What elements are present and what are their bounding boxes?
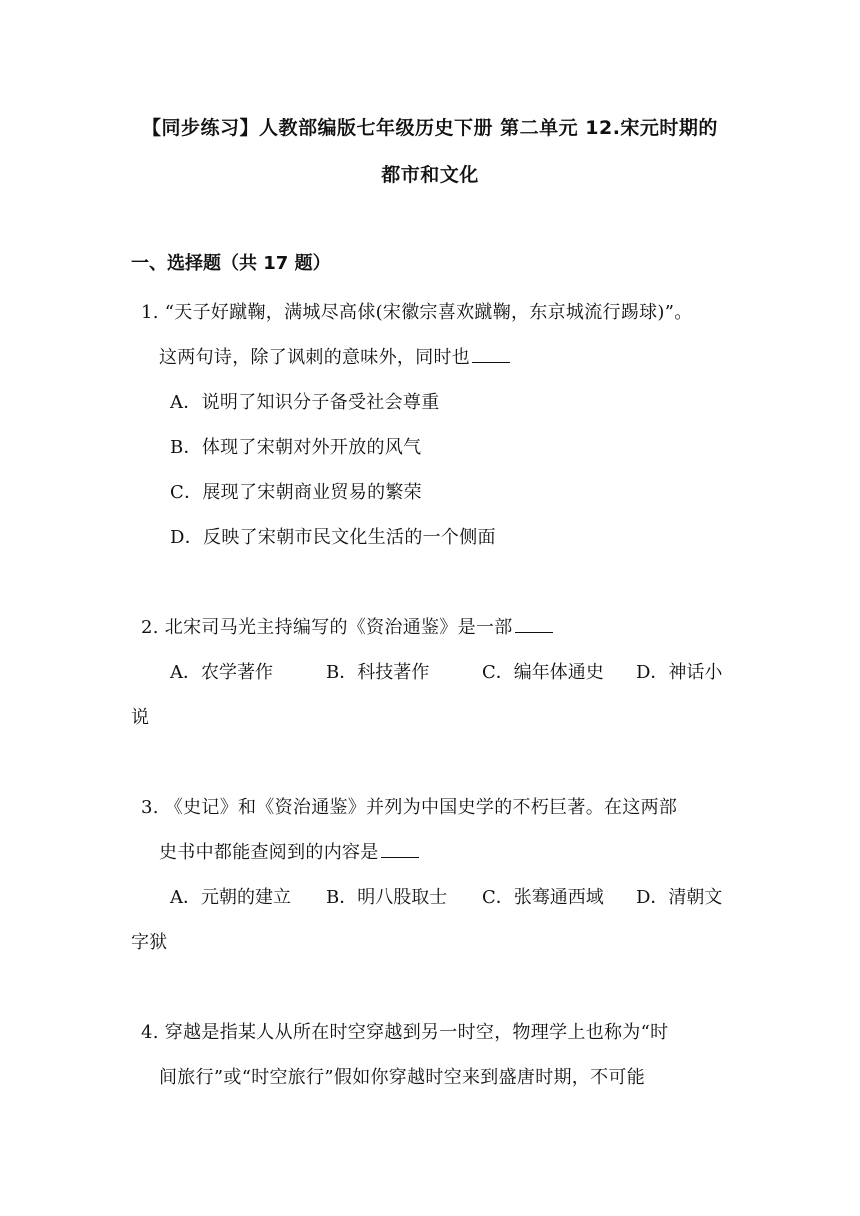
- q3-option-b: B．明八股取士: [326, 887, 448, 908]
- q4-stem-line2: 间旅行”或“时空旅行”假如你穿越时空来到盛唐时期，不可能: [159, 1067, 646, 1088]
- section-heading: 一、选择题（共 17 题）: [131, 253, 331, 274]
- q3-option-c: C．张骞通西域: [482, 887, 604, 908]
- q3-stem-line1: 3. 《史记》和《资治通鉴》并列为中国史学的不朽巨著。在这两部: [141, 797, 678, 818]
- q2-option-c: C．编年体通史: [482, 662, 604, 683]
- q1-stem-text: 这两句诗，除了讽刺的意味外，同时也: [159, 347, 471, 368]
- q3-option-d-wrap: 字狱: [131, 932, 168, 953]
- q4-stem-line1: 4. 穿越是指某人从所在时空穿越到另一时空，物理学上也称为“时: [141, 1022, 669, 1043]
- document-title-line1: 【同步练习】人教部编版七年级历史下册 第二单元 12.宋元时期的: [142, 117, 718, 139]
- document-title-line2: 都市和文化: [381, 164, 479, 186]
- q3-option-a: A．元朝的建立: [170, 887, 291, 908]
- q2-option-d-wrap: 说: [131, 707, 150, 728]
- q3-option-d: D．清朝文: [636, 887, 723, 908]
- q1-option-b: B．体现了宋朝对外开放的风气: [170, 437, 422, 458]
- q1-option-a: A．说明了知识分子备受社会尊重: [170, 392, 440, 413]
- q2-option-b: B．科技著作: [326, 662, 430, 683]
- answer-blank: [472, 344, 510, 363]
- q3-stem-text: 史书中都能查阅到的内容是: [159, 842, 379, 863]
- q2-stem-line1: [141, 613, 553, 639]
- answer-blank: [515, 614, 553, 633]
- q2-stem-text: 2. 北宋司马光主持编写的《资治通鉴》是一部: [141, 617, 513, 638]
- q2-option-a: A．农学著作: [170, 662, 273, 683]
- answer-blank: [381, 839, 419, 858]
- q1-option-c: C．展现了宋朝商业贸易的繁荣: [170, 482, 422, 503]
- q3-stem-line2: [159, 838, 419, 864]
- q1-option-d: D．反映了宋朝市民文化生活的一个侧面: [170, 527, 496, 548]
- q2-option-d: D．神话小: [636, 662, 723, 683]
- q1-stem-line1: 1. “天子好蹴鞠，满城尽高俅(宋徽宗喜欢蹴鞠，东京城流行踢球)”。: [141, 302, 693, 323]
- q1-stem-line2: [159, 343, 510, 369]
